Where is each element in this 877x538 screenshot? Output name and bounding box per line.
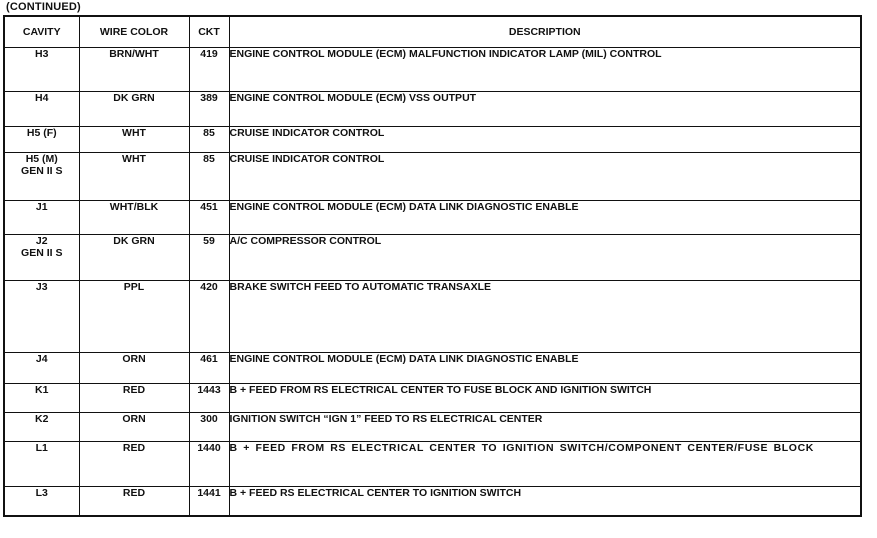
description-cell: CRUISE INDICATOR CONTROL [229,127,861,153]
wire-color-cell: ORN [79,353,189,384]
description-cell: ENGINE CONTROL MODULE (ECM) MALFUNCTION INDICATOR LAMP (MIL) CONTROL [229,48,861,92]
header-wire-color: WIRE COLOR [79,16,189,48]
wire-connector-table [3,15,862,517]
cavity-cell [4,384,79,413]
wire-color-cell: RED [79,442,189,487]
wire-color-cell: WHT [79,153,189,201]
table-row [4,48,861,92]
ckt-cell: 461 [189,353,229,384]
description-cell: BRAKE SWITCH FEED TO AUTOMATIC TRANSAXLE [229,281,861,353]
ckt-cell: 1440 [189,442,229,487]
description-cell: ENGINE CONTROL MODULE (ECM) DATA LINK DIAGNOSTIC ENABLE [229,201,861,235]
cavity-label: L3 [35,487,48,499]
cavity-cell [4,281,79,353]
cavity-cell [4,487,79,516]
table-row [4,235,861,281]
description-cell: ENGINE CONTROL MODULE (ECM) VSS OUTPUT [229,92,861,127]
ckt-cell: 59 [189,235,229,281]
cavity-label: H3 [35,48,49,60]
table-row [4,413,861,442]
ckt-cell: 300 [189,413,229,442]
cavity-label: J4 [35,353,48,365]
wire-color-cell: ORN [79,413,189,442]
cavity-label: J2 [35,235,48,247]
cavity-cell [4,153,79,201]
table-row [4,487,861,516]
continued-heading: (CONTINUED) [6,1,81,13]
table-row [4,201,861,235]
cavity-sublabel: GEN II S [21,165,63,177]
cavity-label: J1 [35,201,48,213]
cavity-label: H4 [35,92,49,104]
description-cell: B + FEED FROM RS ELECTRICAL CENTER TO FUSE BLOCK AND IGNITION SWITCH [229,384,861,413]
ckt-cell: 1441 [189,487,229,516]
wire-color-cell: RED [79,487,189,516]
header-ckt: CKT [189,16,229,48]
cavity-label: H5 (M) [25,153,58,165]
wire-color-cell: RED [79,384,189,413]
ckt-cell: 389 [189,92,229,127]
wire-color-cell: BRN/WHT [79,48,189,92]
header-description: DESCRIPTION [229,16,861,48]
table-row [4,153,861,201]
ckt-cell: 451 [189,201,229,235]
table-row [4,92,861,127]
cavity-label: K2 [35,413,49,425]
wire-color-cell: WHT/BLK [79,201,189,235]
cavity-label: J3 [35,281,48,293]
wire-color-cell: DK GRN [79,235,189,281]
cavity-label: K1 [35,384,49,396]
description-cell: B + FEED RS ELECTRICAL CENTER TO IGNITION SWITCH [229,487,861,516]
description-cell: CRUISE INDICATOR CONTROL [229,153,861,201]
table-row [4,281,861,353]
table-row [4,127,861,153]
description-cell: ENGINE CONTROL MODULE (ECM) DATA LINK DIAGNOSTIC ENABLE [229,353,861,384]
description-cell: B + FEED FROM RS ELECTRICAL CENTER TO IGNITION SWITCH/COMPONENT CENTER/FUSE BLOCK [229,442,861,487]
table-row [4,353,861,384]
wire-color-cell: PPL [79,281,189,353]
ckt-cell: 1443 [189,384,229,413]
table-header-row [4,16,861,48]
cavity-cell [4,92,79,127]
cavity-cell [4,235,79,281]
ckt-cell: 85 [189,153,229,201]
cavity-label: L1 [35,442,48,454]
wire-color-cell: WHT [79,127,189,153]
description-cell: A/C COMPRESSOR CONTROL [229,235,861,281]
table-row [4,442,861,487]
header-cavity: CAVITY [4,16,79,48]
ckt-cell: 420 [189,281,229,353]
wire-color-cell: DK GRN [79,92,189,127]
description-cell: IGNITION SWITCH “IGN 1” FEED TO RS ELECTRICAL CENTER [229,413,861,442]
ckt-cell: 419 [189,48,229,92]
cavity-cell [4,413,79,442]
table-row [4,384,861,413]
cavity-cell [4,353,79,384]
cavity-label: H5 (F) [26,127,57,139]
cavity-cell [4,127,79,153]
cavity-cell [4,442,79,487]
cavity-cell [4,48,79,92]
cavity-cell [4,201,79,235]
cavity-sublabel: GEN II S [21,247,63,259]
ckt-cell: 85 [189,127,229,153]
